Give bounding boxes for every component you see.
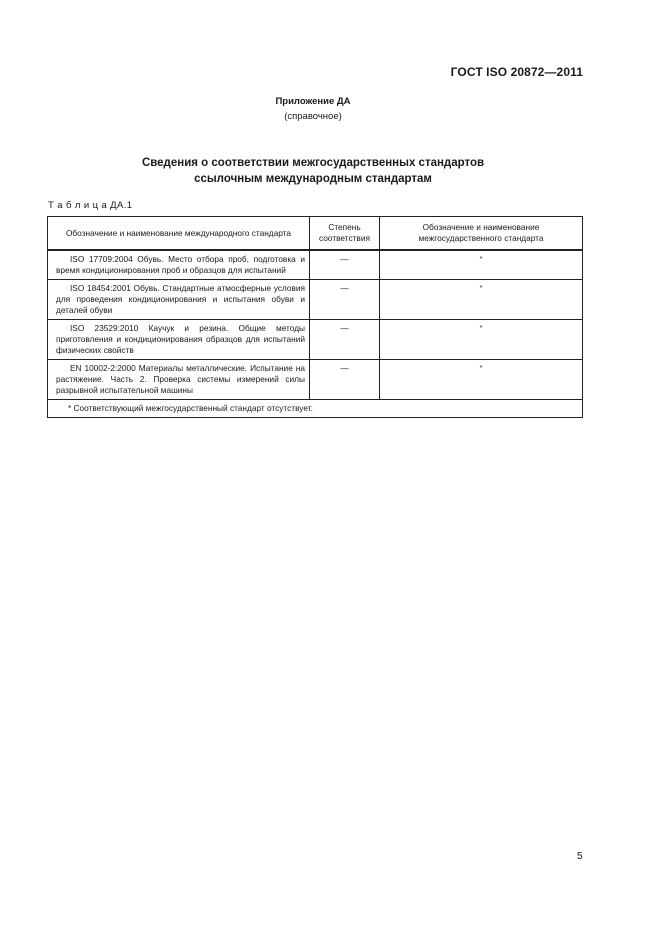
heading-line-1: Сведения о соответствии межгосударственных стандартов bbox=[141, 157, 485, 169]
cell-international-name: ISO 17709:2004 Обувь. Место отбора проб, подготовка и время кондиционирования проб и образцов для испытаний bbox=[48, 250, 310, 280]
cell-international-name: EN 10002-2:2000 Материалы металлические. Испытание на растяжение. Часть 2. Проверка системы измерений силы разрывной испытательной машины bbox=[48, 360, 310, 400]
table-caption: Т а б л и ц а ДА.1 bbox=[48, 200, 133, 211]
table-row bbox=[48, 280, 583, 320]
correspondence-table bbox=[47, 216, 583, 418]
table-footnote-row bbox=[48, 400, 583, 418]
cell-international-name: ISO 18454:2001 Обувь. Стандартные атмосферные условия для проведения кондиционирования и испытания обуви и деталей обуви bbox=[48, 280, 310, 320]
table-row bbox=[48, 250, 583, 280]
table-row bbox=[48, 320, 583, 360]
document-code: ГОСТ ISO 20872—2011 bbox=[450, 65, 583, 79]
cell-interstate: * bbox=[380, 250, 583, 280]
page-number: 5 bbox=[577, 851, 583, 862]
annex-subtitle: (справочное) bbox=[284, 111, 342, 122]
header-international-standard: Обозначение и наименование международного стандарта bbox=[48, 217, 310, 251]
cell-degree: — bbox=[310, 280, 380, 320]
cell-interstate: * bbox=[380, 280, 583, 320]
heading-line-2: ссылочным международным стандартам bbox=[194, 173, 432, 185]
cell-degree: — bbox=[310, 360, 380, 400]
annex-title: Приложение ДА bbox=[275, 96, 351, 107]
table-header-row bbox=[48, 217, 583, 251]
cell-degree: — bbox=[310, 320, 380, 360]
cell-international-name: ISO 23529:2010 Каучук и резина. Общие методы приготовления и кондиционирования образцов для испытаний физических свойств bbox=[48, 320, 310, 360]
header-interstate-standard: Обозначение и наименование межгосударственного стандарта bbox=[380, 217, 583, 251]
header-degree: Степень соответствия bbox=[310, 217, 380, 251]
table-footnote: * Соответствующий межгосударственный стандарт отсутствует. bbox=[48, 400, 583, 418]
annex-block bbox=[0, 94, 626, 124]
cell-degree: — bbox=[310, 250, 380, 280]
cell-interstate: * bbox=[380, 360, 583, 400]
section-heading bbox=[0, 155, 626, 187]
cell-interstate: * bbox=[380, 320, 583, 360]
table-row bbox=[48, 360, 583, 400]
